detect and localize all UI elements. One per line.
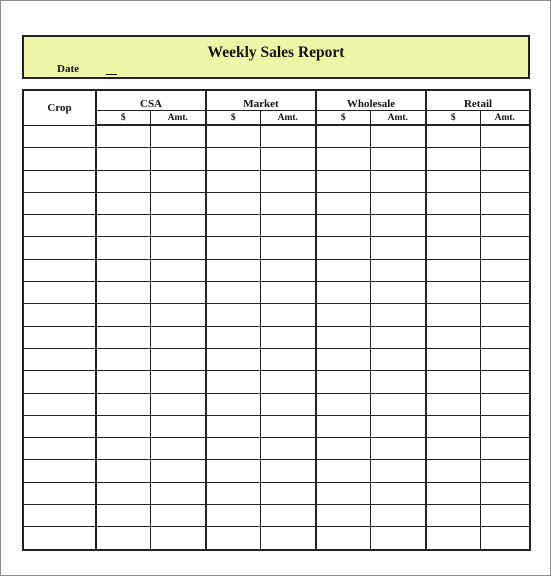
- retail-dollar-cell[interactable]: [426, 371, 480, 393]
- retail-dollar-cell[interactable]: [426, 482, 480, 504]
- market-amount-cell[interactable]: [260, 282, 316, 304]
- table-row: [23, 371, 530, 393]
- retail-dollar-cell[interactable]: [426, 326, 480, 348]
- wholesale-amount-cell[interactable]: [370, 415, 426, 437]
- table-row: [23, 326, 530, 348]
- csa-dollar-cell[interactable]: [96, 393, 150, 415]
- table-row: [23, 215, 530, 237]
- csa-dollar-cell[interactable]: [96, 482, 150, 504]
- market-dollar-cell[interactable]: [206, 460, 260, 482]
- market-amount-cell[interactable]: [260, 125, 316, 148]
- crop-cell[interactable]: [23, 304, 96, 326]
- retail-amount-cell[interactable]: [480, 326, 530, 348]
- wholesale-amount-cell[interactable]: [370, 393, 426, 415]
- retail-amount-cell[interactable]: [480, 527, 530, 550]
- csa-amount-cell[interactable]: [150, 237, 206, 259]
- table-row: [23, 259, 530, 281]
- table-row: [23, 125, 530, 148]
- csa-amount-cell[interactable]: [150, 259, 206, 281]
- report-header: [22, 35, 530, 79]
- market-dollar-cell[interactable]: [206, 282, 260, 304]
- wholesale-amount-cell[interactable]: [370, 348, 426, 370]
- table-row: [23, 460, 530, 482]
- retail-amount-cell[interactable]: [480, 371, 530, 393]
- crop-cell[interactable]: [23, 215, 96, 237]
- retail-amount-cell[interactable]: [480, 170, 530, 192]
- crop-cell[interactable]: [23, 438, 96, 460]
- subheader-amount: Amt.: [370, 111, 426, 126]
- retail-amount-cell[interactable]: [480, 192, 530, 214]
- csa-amount-cell[interactable]: [150, 348, 206, 370]
- market-amount-cell[interactable]: [260, 170, 316, 192]
- csa-amount-cell[interactable]: [150, 460, 206, 482]
- retail-amount-cell[interactable]: [480, 438, 530, 460]
- retail-dollar-cell[interactable]: [426, 148, 480, 170]
- retail-amount-cell[interactable]: [480, 505, 530, 527]
- crop-cell[interactable]: [23, 326, 96, 348]
- retail-dollar-cell[interactable]: [426, 237, 480, 259]
- wholesale-dollar-cell[interactable]: [316, 192, 370, 214]
- csa-dollar-cell[interactable]: [96, 304, 150, 326]
- wholesale-amount-cell[interactable]: [370, 482, 426, 504]
- csa-amount-cell[interactable]: [150, 304, 206, 326]
- wholesale-amount-cell[interactable]: [370, 304, 426, 326]
- crop-cell[interactable]: [23, 415, 96, 437]
- market-dollar-cell[interactable]: [206, 237, 260, 259]
- market-dollar-cell[interactable]: [206, 438, 260, 460]
- market-dollar-cell[interactable]: [206, 192, 260, 214]
- wholesale-dollar-cell[interactable]: [316, 259, 370, 281]
- csa-dollar-cell[interactable]: [96, 148, 150, 170]
- crop-cell[interactable]: [23, 371, 96, 393]
- table-row: [23, 415, 530, 437]
- retail-dollar-cell[interactable]: [426, 505, 480, 527]
- market-dollar-cell[interactable]: [206, 170, 260, 192]
- crop-cell[interactable]: [23, 527, 96, 550]
- group-header-csa: CSA: [96, 90, 206, 111]
- wholesale-dollar-cell[interactable]: [316, 215, 370, 237]
- wholesale-amount-cell[interactable]: [370, 215, 426, 237]
- retail-amount-cell[interactable]: [480, 237, 530, 259]
- wholesale-amount-cell[interactable]: [370, 148, 426, 170]
- market-dollar-cell[interactable]: [206, 527, 260, 550]
- csa-amount-cell[interactable]: [150, 527, 206, 550]
- wholesale-dollar-cell[interactable]: [316, 393, 370, 415]
- retail-dollar-cell[interactable]: [426, 415, 480, 437]
- table-row: [23, 505, 530, 527]
- wholesale-amount-cell[interactable]: [370, 282, 426, 304]
- csa-amount-cell[interactable]: [150, 371, 206, 393]
- wholesale-dollar-cell[interactable]: [316, 282, 370, 304]
- csa-dollar-cell[interactable]: [96, 282, 150, 304]
- wholesale-amount-cell[interactable]: [370, 527, 426, 550]
- wholesale-dollar-cell[interactable]: [316, 460, 370, 482]
- market-amount-cell[interactable]: [260, 482, 316, 504]
- subheader-amount: Amt.: [480, 111, 530, 126]
- table-row: [23, 170, 530, 192]
- retail-dollar-cell[interactable]: [426, 259, 480, 281]
- market-amount-cell[interactable]: [260, 460, 316, 482]
- crop-cell[interactable]: [23, 259, 96, 281]
- wholesale-amount-cell[interactable]: [370, 259, 426, 281]
- market-amount-cell[interactable]: [260, 438, 316, 460]
- table-row: [23, 527, 530, 550]
- market-amount-cell[interactable]: [260, 393, 316, 415]
- market-dollar-cell[interactable]: [206, 215, 260, 237]
- market-amount-cell[interactable]: [260, 192, 316, 214]
- retail-amount-cell[interactable]: [480, 215, 530, 237]
- csa-amount-cell[interactable]: [150, 505, 206, 527]
- table-row: [23, 192, 530, 214]
- date-field-line[interactable]: [106, 74, 117, 75]
- csa-amount-cell[interactable]: [150, 415, 206, 437]
- subheader-amount: Amt.: [260, 111, 316, 126]
- wholesale-dollar-cell[interactable]: [316, 148, 370, 170]
- retail-dollar-cell[interactable]: [426, 170, 480, 192]
- table-row: [23, 438, 530, 460]
- csa-dollar-cell[interactable]: [96, 438, 150, 460]
- market-amount-cell[interactable]: [260, 371, 316, 393]
- wholesale-dollar-cell[interactable]: [316, 304, 370, 326]
- crop-cell[interactable]: [23, 192, 96, 214]
- market-dollar-cell[interactable]: [206, 393, 260, 415]
- group-header-wholesale: Wholesale: [316, 90, 426, 111]
- market-dollar-cell[interactable]: [206, 482, 260, 504]
- csa-dollar-cell[interactable]: [96, 460, 150, 482]
- subheader-amount: Amt.: [150, 111, 206, 126]
- retail-dollar-cell[interactable]: [426, 125, 480, 148]
- retail-dollar-cell[interactable]: [426, 304, 480, 326]
- crop-cell[interactable]: [23, 348, 96, 370]
- market-amount-cell[interactable]: [260, 348, 316, 370]
- csa-dollar-cell[interactable]: [96, 125, 150, 148]
- wholesale-amount-cell[interactable]: [370, 460, 426, 482]
- group-header-market: Market: [206, 90, 316, 111]
- csa-dollar-cell[interactable]: [96, 215, 150, 237]
- market-amount-cell[interactable]: [260, 505, 316, 527]
- market-amount-cell[interactable]: [260, 148, 316, 170]
- crop-cell[interactable]: [23, 282, 96, 304]
- wholesale-dollar-cell[interactable]: [316, 170, 370, 192]
- market-amount-cell[interactable]: [260, 304, 316, 326]
- wholesale-amount-cell[interactable]: [370, 237, 426, 259]
- csa-dollar-cell[interactable]: [96, 527, 150, 550]
- retail-dollar-cell[interactable]: [426, 460, 480, 482]
- wholesale-dollar-cell[interactable]: [316, 348, 370, 370]
- csa-amount-cell[interactable]: [150, 282, 206, 304]
- csa-dollar-cell[interactable]: [96, 371, 150, 393]
- table-body: [23, 125, 530, 550]
- retail-dollar-cell[interactable]: [426, 393, 480, 415]
- retail-amount-cell[interactable]: [480, 125, 530, 148]
- crop-cell[interactable]: [23, 505, 96, 527]
- retail-amount-cell[interactable]: [480, 482, 530, 504]
- retail-amount-cell[interactable]: [480, 393, 530, 415]
- csa-dollar-cell[interactable]: [96, 505, 150, 527]
- csa-amount-cell[interactable]: [150, 326, 206, 348]
- market-amount-cell[interactable]: [260, 527, 316, 550]
- table-row: [23, 237, 530, 259]
- retail-dollar-cell[interactable]: [426, 527, 480, 550]
- wholesale-dollar-cell[interactable]: [316, 438, 370, 460]
- retail-amount-cell[interactable]: [480, 348, 530, 370]
- crop-cell[interactable]: [23, 125, 96, 148]
- retail-dollar-cell[interactable]: [426, 438, 480, 460]
- retail-amount-cell[interactable]: [480, 304, 530, 326]
- market-dollar-cell[interactable]: [206, 415, 260, 437]
- date-label: Date: [57, 63, 79, 75]
- subheader-dollar: $: [426, 111, 480, 126]
- wholesale-dollar-cell[interactable]: [316, 505, 370, 527]
- wholesale-amount-cell[interactable]: [370, 371, 426, 393]
- retail-amount-cell[interactable]: [480, 282, 530, 304]
- retail-dollar-cell[interactable]: [426, 282, 480, 304]
- market-dollar-cell[interactable]: [206, 371, 260, 393]
- csa-amount-cell[interactable]: [150, 192, 206, 214]
- retail-amount-cell[interactable]: [480, 259, 530, 281]
- csa-dollar-cell[interactable]: [96, 415, 150, 437]
- market-dollar-cell[interactable]: [206, 326, 260, 348]
- market-dollar-cell[interactable]: [206, 304, 260, 326]
- market-dollar-cell[interactable]: [206, 125, 260, 148]
- csa-amount-cell[interactable]: [150, 125, 206, 148]
- market-amount-cell[interactable]: [260, 215, 316, 237]
- subheader-dollar: $: [96, 111, 150, 126]
- retail-amount-cell[interactable]: [480, 148, 530, 170]
- retail-amount-cell[interactable]: [480, 415, 530, 437]
- wholesale-amount-cell[interactable]: [370, 326, 426, 348]
- market-dollar-cell[interactable]: [206, 348, 260, 370]
- market-amount-cell[interactable]: [260, 326, 316, 348]
- wholesale-amount-cell[interactable]: [370, 125, 426, 148]
- wholesale-amount-cell[interactable]: [370, 192, 426, 214]
- table-row: [23, 393, 530, 415]
- csa-amount-cell[interactable]: [150, 148, 206, 170]
- crop-cell[interactable]: [23, 482, 96, 504]
- subheader-dollar: $: [316, 111, 370, 126]
- crop-cell[interactable]: [23, 148, 96, 170]
- retail-amount-cell[interactable]: [480, 460, 530, 482]
- wholesale-amount-cell[interactable]: [370, 438, 426, 460]
- group-header-retail: Retail: [426, 90, 530, 111]
- table-row: [23, 304, 530, 326]
- retail-dollar-cell[interactable]: [426, 215, 480, 237]
- csa-amount-cell[interactable]: [150, 438, 206, 460]
- market-amount-cell[interactable]: [260, 259, 316, 281]
- wholesale-dollar-cell[interactable]: [316, 371, 370, 393]
- csa-amount-cell[interactable]: [150, 215, 206, 237]
- wholesale-dollar-cell[interactable]: [316, 125, 370, 148]
- retail-dollar-cell[interactable]: [426, 192, 480, 214]
- csa-amount-cell[interactable]: [150, 393, 206, 415]
- wholesale-dollar-cell[interactable]: [316, 326, 370, 348]
- crop-cell[interactable]: [23, 237, 96, 259]
- crop-cell[interactable]: [23, 393, 96, 415]
- market-amount-cell[interactable]: [260, 237, 316, 259]
- wholesale-dollar-cell[interactable]: [316, 527, 370, 550]
- csa-dollar-cell[interactable]: [96, 192, 150, 214]
- csa-amount-cell[interactable]: [150, 482, 206, 504]
- wholesale-dollar-cell[interactable]: [316, 482, 370, 504]
- market-dollar-cell[interactable]: [206, 259, 260, 281]
- crop-cell[interactable]: [23, 460, 96, 482]
- csa-dollar-cell[interactable]: [96, 237, 150, 259]
- table-row: [23, 348, 530, 370]
- csa-dollar-cell[interactable]: [96, 170, 150, 192]
- wholesale-amount-cell[interactable]: [370, 170, 426, 192]
- wholesale-amount-cell[interactable]: [370, 505, 426, 527]
- sales-table: [22, 89, 531, 551]
- csa-dollar-cell[interactable]: [96, 259, 150, 281]
- crop-column-header: Crop: [23, 90, 96, 125]
- market-dollar-cell[interactable]: [206, 505, 260, 527]
- csa-amount-cell[interactable]: [150, 170, 206, 192]
- wholesale-dollar-cell[interactable]: [316, 237, 370, 259]
- table-row: [23, 482, 530, 504]
- csa-dollar-cell[interactable]: [96, 348, 150, 370]
- crop-cell[interactable]: [23, 170, 96, 192]
- table-row: [23, 282, 530, 304]
- report-title: Weekly Sales Report: [207, 44, 345, 61]
- wholesale-dollar-cell[interactable]: [316, 415, 370, 437]
- table-row: [23, 148, 530, 170]
- market-amount-cell[interactable]: [260, 415, 316, 437]
- market-dollar-cell[interactable]: [206, 148, 260, 170]
- subheader-dollar: $: [206, 111, 260, 126]
- retail-dollar-cell[interactable]: [426, 348, 480, 370]
- csa-dollar-cell[interactable]: [96, 326, 150, 348]
